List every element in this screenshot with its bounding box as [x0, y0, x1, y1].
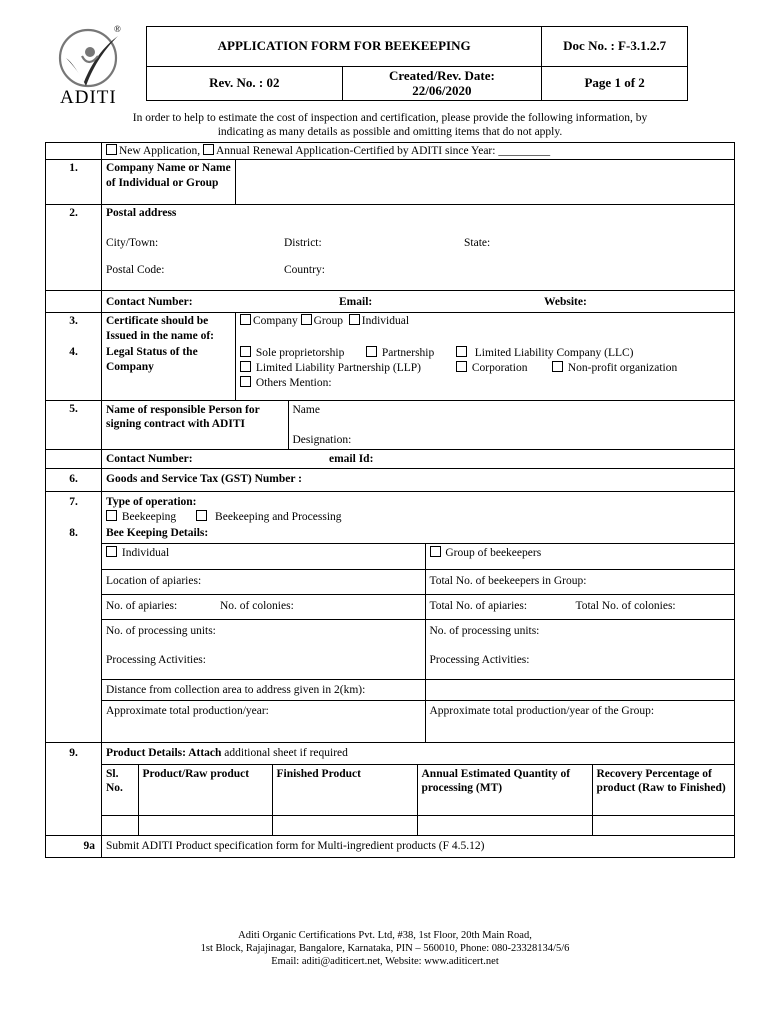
- bk-group-label: Group of beekeepers: [445, 546, 542, 559]
- individual-option-label: Individual: [361, 315, 410, 328]
- section-9a-num: 9a: [46, 836, 102, 858]
- responsible-person-label: Name of responsible Person for signing contract with ADITI: [102, 401, 288, 450]
- col-recovery: Recovery Percentage of product (Raw to Finished): [592, 765, 734, 815]
- person-contact-field[interactable]: Contact Number:: [106, 453, 193, 466]
- doc-number: Doc No. : F-3.1.2.7: [542, 27, 688, 67]
- total-apiaries-field[interactable]: Total No. of apiaries:: [429, 600, 528, 613]
- new-application-label: New Application,: [119, 145, 201, 157]
- bk-individual-checkbox[interactable]: [106, 546, 117, 557]
- person-contact-row: [102, 450, 735, 469]
- product-details-rest: additional sheet if required: [221, 747, 348, 759]
- beekeeping-processing-label: Beekeeping and Processing: [215, 510, 342, 523]
- product-row-recovery[interactable]: [592, 815, 734, 835]
- footer-address: [0, 929, 770, 968]
- section-9-num: 9.: [46, 743, 102, 765]
- person-name-field[interactable]: Name: [292, 403, 320, 416]
- designation-field[interactable]: Designation:: [292, 434, 352, 446]
- section-8-spacer: [46, 543, 102, 742]
- product-row-sl[interactable]: [102, 815, 138, 835]
- section-7-num: 7.: [46, 492, 102, 525]
- company-name-label: Company Name or Name of Individual or Group: [102, 160, 236, 205]
- partnership-label: Partnership: [381, 347, 435, 360]
- intro-line-2: indicating as many details as possible and omitting items that do not apply.: [217, 125, 563, 138]
- operation-type-options: [106, 510, 730, 524]
- type-num-cell: [46, 143, 102, 160]
- product-details-label: [102, 743, 735, 765]
- sole-label: Sole proprietorship: [255, 347, 345, 360]
- product-row-raw[interactable]: [138, 815, 272, 835]
- sole-proprietorship-checkbox[interactable]: [240, 346, 251, 357]
- application-type-row: [102, 143, 735, 160]
- multi-ingredient-note: Submit ADITI Product specification form for Multi-ingredient products (F 4.5.12): [102, 836, 735, 858]
- others-checkbox[interactable]: [240, 376, 251, 387]
- rev-number: Rev. No. : 02: [147, 67, 343, 101]
- processing-activities-left-field[interactable]: Processing Activities:: [106, 653, 206, 666]
- llp-label: Limited Liability Partnership (LLP): [255, 362, 421, 375]
- location-apiaries-field[interactable]: Location of apiaries:: [102, 570, 425, 595]
- footer-line-1: Aditi Organic Certifications Pvt. Ltd, #38, 1st Floor, 20th Main Road,: [238, 930, 532, 941]
- intro-text: [60, 112, 720, 140]
- beekeeping-label: Beekeeping: [121, 510, 177, 523]
- email-field[interactable]: Email:: [339, 296, 373, 309]
- total-colonies-field[interactable]: Total No. of colonies:: [575, 600, 676, 613]
- contact-2-num-cell: [46, 450, 102, 469]
- contact-num-cell: [46, 291, 102, 313]
- group-checkbox[interactable]: [301, 314, 312, 325]
- processing-left: [102, 620, 425, 680]
- application-form: [45, 142, 735, 858]
- legal-status-label: Legal Status of the Company: [102, 344, 236, 400]
- form-title: APPLICATION FORM FOR BEEKEEPING: [147, 27, 542, 67]
- apiaries-colonies-row: [102, 595, 425, 620]
- llc-checkbox[interactable]: [456, 346, 467, 357]
- city-field[interactable]: City/Town:: [106, 237, 159, 250]
- section-5-num: 5.: [46, 400, 102, 450]
- col-finished-product: Finished Product: [272, 765, 417, 815]
- new-application-checkbox[interactable]: [106, 144, 117, 155]
- beekeeping-checkbox[interactable]: [106, 510, 117, 521]
- page-indicator: Page 1 of 2: [542, 67, 688, 101]
- group-option: [425, 544, 734, 570]
- postal-address-label: Postal address: [106, 207, 177, 220]
- production-left-field[interactable]: Approximate total production/year:: [102, 700, 425, 742]
- registered-mark: ®: [114, 24, 121, 34]
- processing-units-left-field[interactable]: No. of processing units:: [106, 625, 216, 638]
- bk-group-checkbox[interactable]: [430, 546, 441, 557]
- operation-type-label: Type of operation:: [106, 496, 197, 509]
- section-4-num: 4.: [46, 344, 102, 400]
- district-field[interactable]: District:: [284, 237, 322, 250]
- processing-right: [425, 620, 734, 680]
- nonprofit-checkbox[interactable]: [552, 361, 563, 372]
- responsible-person-block: [102, 400, 735, 450]
- processing-activities-right-field[interactable]: Processing Activities:: [429, 653, 530, 666]
- no-colonies-field[interactable]: No. of colonies:: [220, 600, 294, 613]
- person-email-field[interactable]: email Id:: [329, 453, 374, 466]
- product-row-quantity[interactable]: [417, 815, 592, 835]
- certificate-name-label: Certificate should be Issued in the name of:: [102, 313, 236, 344]
- product-table: [102, 765, 734, 835]
- col-annual-quantity: Annual Estimated Quantity of processing (MT): [417, 765, 592, 815]
- individual-option: [102, 544, 425, 570]
- company-name-field[interactable]: [236, 160, 735, 205]
- col-raw-product: Product/Raw product: [138, 765, 272, 815]
- section-9-spacer: [46, 765, 102, 836]
- total-apiaries-colonies-row: [425, 595, 734, 620]
- renewal-checkbox[interactable]: [203, 144, 214, 155]
- individual-checkbox[interactable]: [349, 314, 360, 325]
- section-6-num: 6.: [46, 469, 102, 492]
- total-beekeepers-field[interactable]: Total No. of beekeepers in Group:: [425, 570, 734, 595]
- footer-line-2: 1st Block, Rajajinagar, Bangalore, Karnataka, PIN – 560010, Phone: 080-23328134/5/6: [200, 943, 570, 955]
- section-2-num: 2.: [46, 205, 102, 291]
- group-option-label: Group: [313, 315, 343, 328]
- processing-units-right-field[interactable]: No. of processing units:: [429, 625, 540, 638]
- renewal-label: Annual Renewal Application-Certified by ADITI since Year: _________: [216, 145, 551, 157]
- bk-individual-label: Individual: [121, 546, 170, 559]
- no-apiaries-field[interactable]: No. of apiaries:: [106, 600, 178, 613]
- product-details-bold: Product Details: Attach: [106, 747, 222, 759]
- section-3-num: 3.: [46, 313, 102, 344]
- section-8-num: 8.: [46, 525, 102, 543]
- product-table-cell: [102, 765, 735, 836]
- created-date: [342, 67, 542, 101]
- bee-keeping-details-label: Bee Keeping Details:: [102, 525, 735, 543]
- state-field[interactable]: State:: [464, 237, 491, 250]
- beekeeping-processing-checkbox[interactable]: [196, 510, 207, 521]
- corporation-checkbox[interactable]: [456, 361, 467, 372]
- gst-number-field[interactable]: Goods and Service Tax (GST) Number :: [102, 469, 735, 492]
- company-checkbox[interactable]: [240, 314, 251, 325]
- col-sl-no: Sl. No.: [102, 765, 138, 815]
- llp-checkbox[interactable]: [240, 361, 251, 372]
- distance-right-empty: [425, 680, 734, 700]
- country-field[interactable]: Country:: [284, 264, 325, 277]
- postal-address-block: [102, 205, 735, 291]
- section-1-num: 1.: [46, 160, 102, 205]
- postal-code-field[interactable]: Postal Code:: [106, 264, 165, 277]
- created-value: 22/06/2020: [412, 82, 472, 98]
- distance-field[interactable]: Distance from collection area to address given in 2(km):: [102, 680, 425, 700]
- corporation-label: Corporation: [471, 362, 528, 375]
- responsible-person-fields: [288, 401, 734, 450]
- company-option-label: Company: [253, 315, 298, 328]
- certificate-name-options: [236, 313, 735, 344]
- logo-brand-text: ADITI: [60, 87, 117, 108]
- contact-row: [102, 291, 735, 313]
- others-label[interactable]: Others Mention:: [255, 377, 332, 390]
- intro-line-1: In order to help to estimate the cost of inspection and certification, please provide the following information, by: [132, 112, 648, 124]
- document-header: [146, 26, 688, 101]
- operation-type-block: [102, 492, 735, 525]
- created-label: Created/Rev. Date:: [388, 67, 495, 83]
- nonprofit-label: Non-profit organization: [567, 362, 678, 375]
- llc-label: Limited Liability Company (LLC): [474, 347, 634, 360]
- bee-keeping-details-grid: [102, 543, 735, 742]
- product-row-finished[interactable]: [272, 815, 417, 835]
- partnership-checkbox[interactable]: [366, 346, 377, 357]
- contact-number-field[interactable]: Contact Number:: [106, 296, 193, 309]
- production-right-field[interactable]: Approximate total production/year of the Group:: [425, 700, 734, 742]
- legal-status-options: [236, 344, 735, 400]
- website-field[interactable]: Website:: [544, 296, 587, 309]
- footer-line-3: Email: aditi@aditicert.net, Website: www.aditicert.net: [271, 956, 499, 968]
